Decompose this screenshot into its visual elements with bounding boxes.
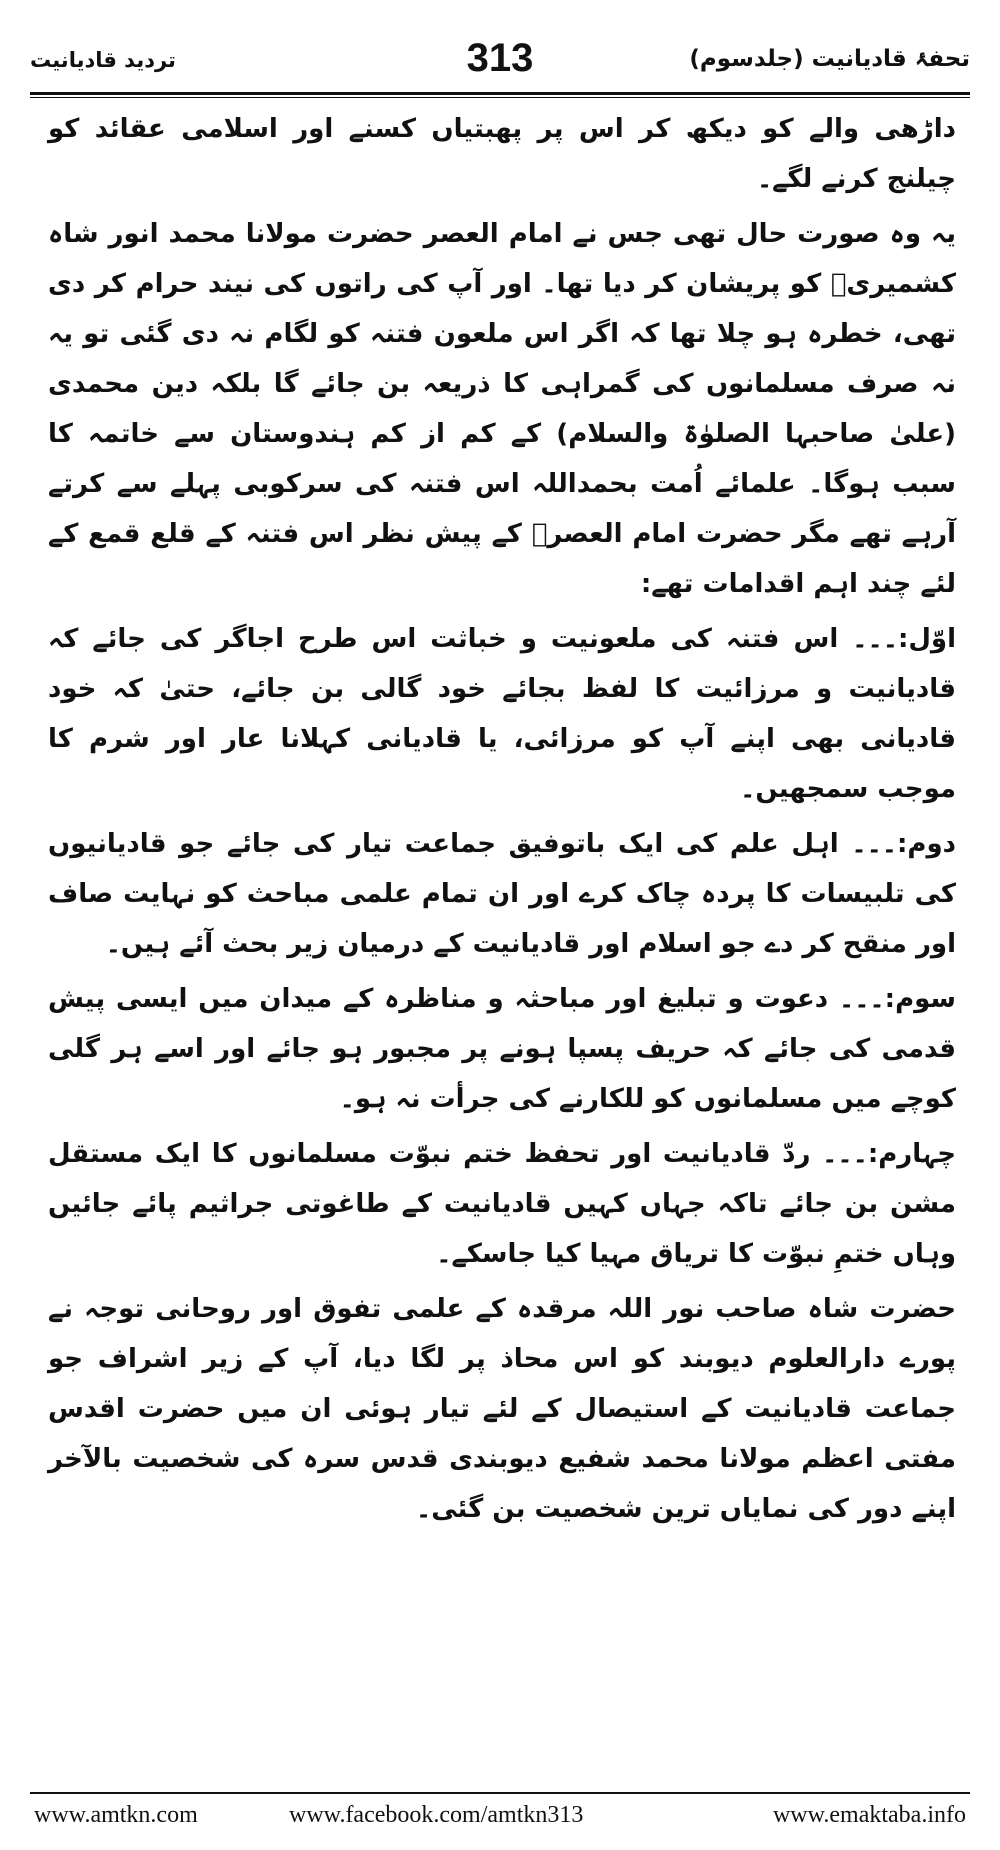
body-text [48,104,956,1539]
section-title: تردید قادیانیت [30,48,176,72]
paragraph: حضرت شاہ صاحب نور اللہ مرقدہ کے علمی تفوق اور روحانی توجہ نے پورے دارالعلوم دیوبند کو اس محاذ پر لگا دیا، آپ کے زیر اشراف جو جماعت قادیانیت کے استیصال کے لئے تیار ہوئی ان میں حضرت اقدس مفتی اعظم مولانا محمد شفیع دیوبندی قدس سرہ کی شخصیت بالآخر اپنے دور کی نمایاں ترین شخصیت بن گئی۔ [48,1294,956,1524]
paragraph: داڑھی والے کو دیکھ کر اس پر پھبتیاں کسنے اور اسلامی عقائد کو چیلنج کرنے لگے۔ [48,114,956,194]
header-rule [30,92,970,95]
running-head [30,34,970,84]
paragraph: اوّل:۔۔۔ اس فتنہ کی ملعونیت و خباثت اس طرح اجاگر کی جائے کہ قادیانیت و مرزائیت کا لفظ بجائے خود گالی بن جائے، حتیٰ کہ خود قادیانی بھی اپنے آپ کو مرزائی، یا قادیانی کہلانا عار اور شرم کا موجب سمجھیں۔ [48,624,956,804]
footer-link-facebook[interactable]: www.facebook.com/amtkn313 [289,1802,584,1828]
paragraph: چہارم:۔۔۔ ردّ قادیانیت اور تحفظ ختم نبوّت مسلمانوں کا ایک مستقل مشن بن جائے تاکہ جہاں کہیں قادیانیت کے طاغوتی جراثیم پائے جائیں وہاں ختمِ نبوّت کا تریاق مہیا کیا جاسکے۔ [48,1139,956,1269]
paragraph: دوم:۔۔۔ اہل علم کی ایک باتوفیق جماعت تیار کی جائے جو قادیانیوں کی تلبیسات کا پردہ چاک کرے اور ان تمام علمی مباحث کو نہایت صاف اور منقح کر دے جو اسلام اور قادیانیت کے درمیان زیر بحث آئے ہیں۔ [48,829,956,959]
footer-link-emaktaba[interactable]: www.emaktaba.info [772,1802,966,1828]
footer-rule [30,1792,970,1794]
footer-link-amtkn[interactable]: www.amtkn.com [34,1802,198,1828]
paragraph: سوم:۔۔۔ دعوت و تبلیغ اور مباحثہ و مناظرہ کے میدان میں ایسی پیش قدمی کی جائے کہ حریف پسپا ہونے پر مجبور ہو جائے اور اسے ہر گلی کوچے میں مسلمانوں کو للکارنے کی جرأت نہ ہو۔ [48,984,956,1114]
page-number: 313 [466,36,534,80]
book-title: تحفۂ قادیانیت (جلدسوم) [689,46,970,72]
footer [34,1798,966,1838]
header-rule-thin [30,97,970,98]
paragraph: یہ وہ صورت حال تھی جس نے امام العصر حضرت مولانا محمد انور شاہ کشمیریؒ کو پریشان کر دیا تھا۔ اور آپ کی راتوں کی نیند حرام کر دی تھی، خطرہ ہو چلا تھا کہ اگر اس ملعون فتنہ کو لگام نہ دی گئی تو یہ نہ صرف مسلمانوں کی گمراہی کا ذریعہ بن جائے گا بلکہ دین محمدی (علیٰ صاحبہا الصلوٰۃ والسلام) کے کم از کم ہندوستان سے خاتمہ کا سبب ہوگا۔ علمائے اُمت بحمداللہ اس فتنہ کی سرکوبی پہلے سے کرتے آرہے تھے مگر حضرت امام العصرؒ کے پیش نظر اس فتنہ کے قلع قمع کے لئے چند اہم اقدامات تھے: [48,219,956,599]
